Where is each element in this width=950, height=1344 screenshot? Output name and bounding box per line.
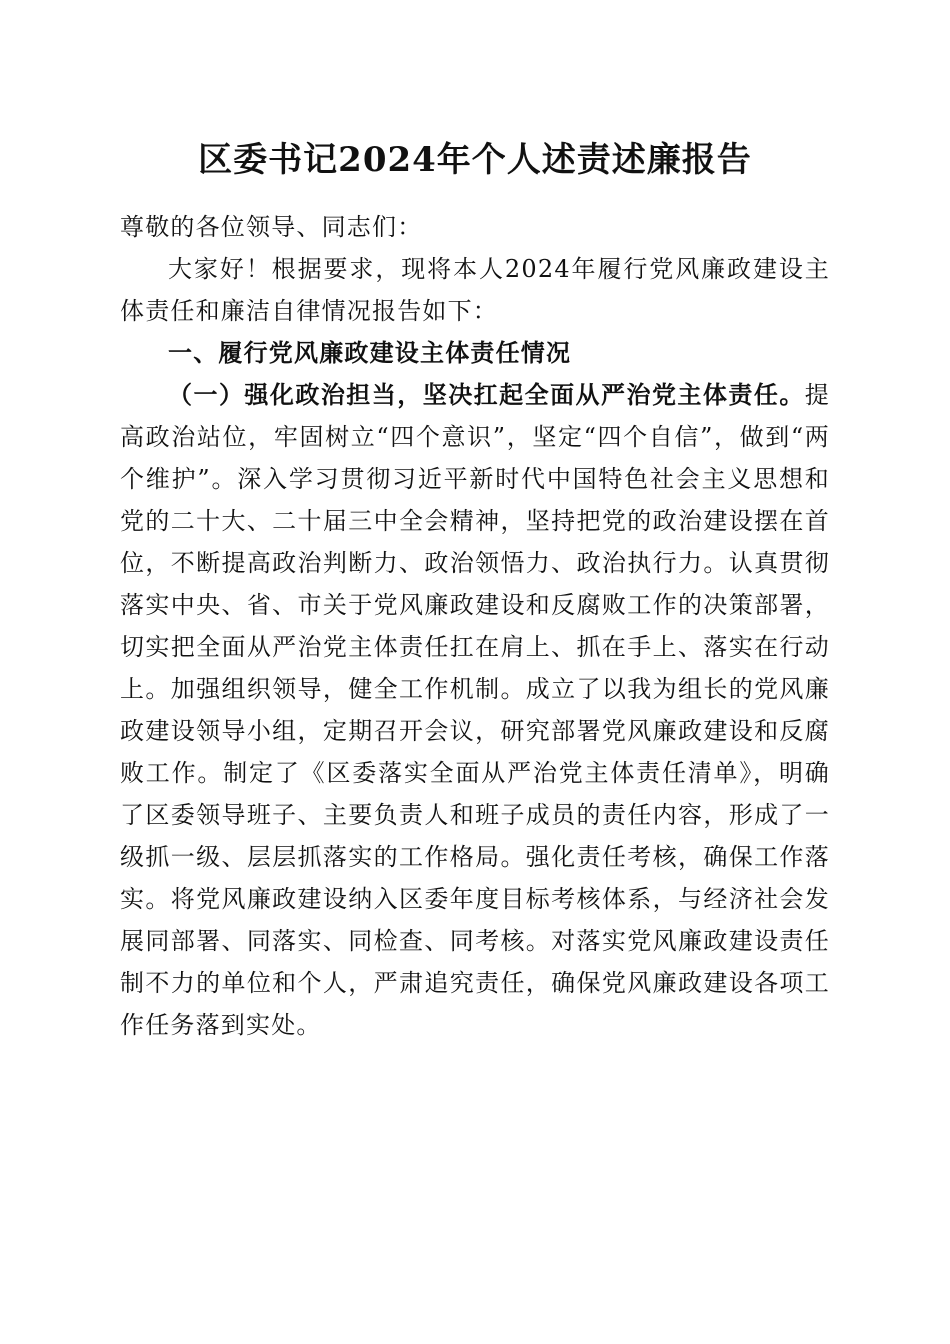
intro-paragraph: 大家好！根据要求，现将本人2024年履行党风廉政建设主体责任和廉洁自律情况报告如下： — [120, 255, 830, 325]
subsection-paragraph — [120, 374, 830, 1046]
greeting: 尊敬的各位领导、同志们： — [120, 213, 423, 241]
section-heading: 一、履行党风廉政建设主体责任情况 — [168, 339, 572, 367]
subsection-heading: （一）强化政治担当，坚决扛起全面从严治党主体责任。 — [168, 380, 805, 409]
document-body — [120, 206, 830, 1046]
document-title: 区委书记2024年个人述责述廉报告 — [198, 140, 752, 180]
subsection-body: 提高政治站位，牢固树立“四个意识”，坚定“四个自信”，做到“两个维护”。深入学习贯彻习近平新时代中国特色社会主义思想和党的二十大、二十届三中全会精神，坚持把党的政治建设摆在首位，不断提高政治判断力、政治领悟力、政治执行力。认真贯彻落实中央、省、市关于党风廉政建设和反腐败工作的决策部署，切实把全面从严治党主体责任扛在肩上、抓在手上、落实在行动上。加强组织领导，健全工作机制。成立了以我为组长的党风廉政建设领导小组，定期召开会议，研究部署党风廉政建设和反腐败工作。制定了《区委落实全面从严治党主体责任清单》，明确了区委领导班子、主要负责人和班子成员的责任内容，形成了一级抓一级、层层抓落实的工作格局。强化责任考核，确保工作落实。将党风廉政建设纳入区委年度目标考核体系，与经济社会发展同部署、同落实、同检查、同考核。对落实党风廉政建设责任制不力的单位和个人，严肃追究责任，确保党风廉政建设各项工作任务落到实处。 — [120, 381, 830, 1039]
